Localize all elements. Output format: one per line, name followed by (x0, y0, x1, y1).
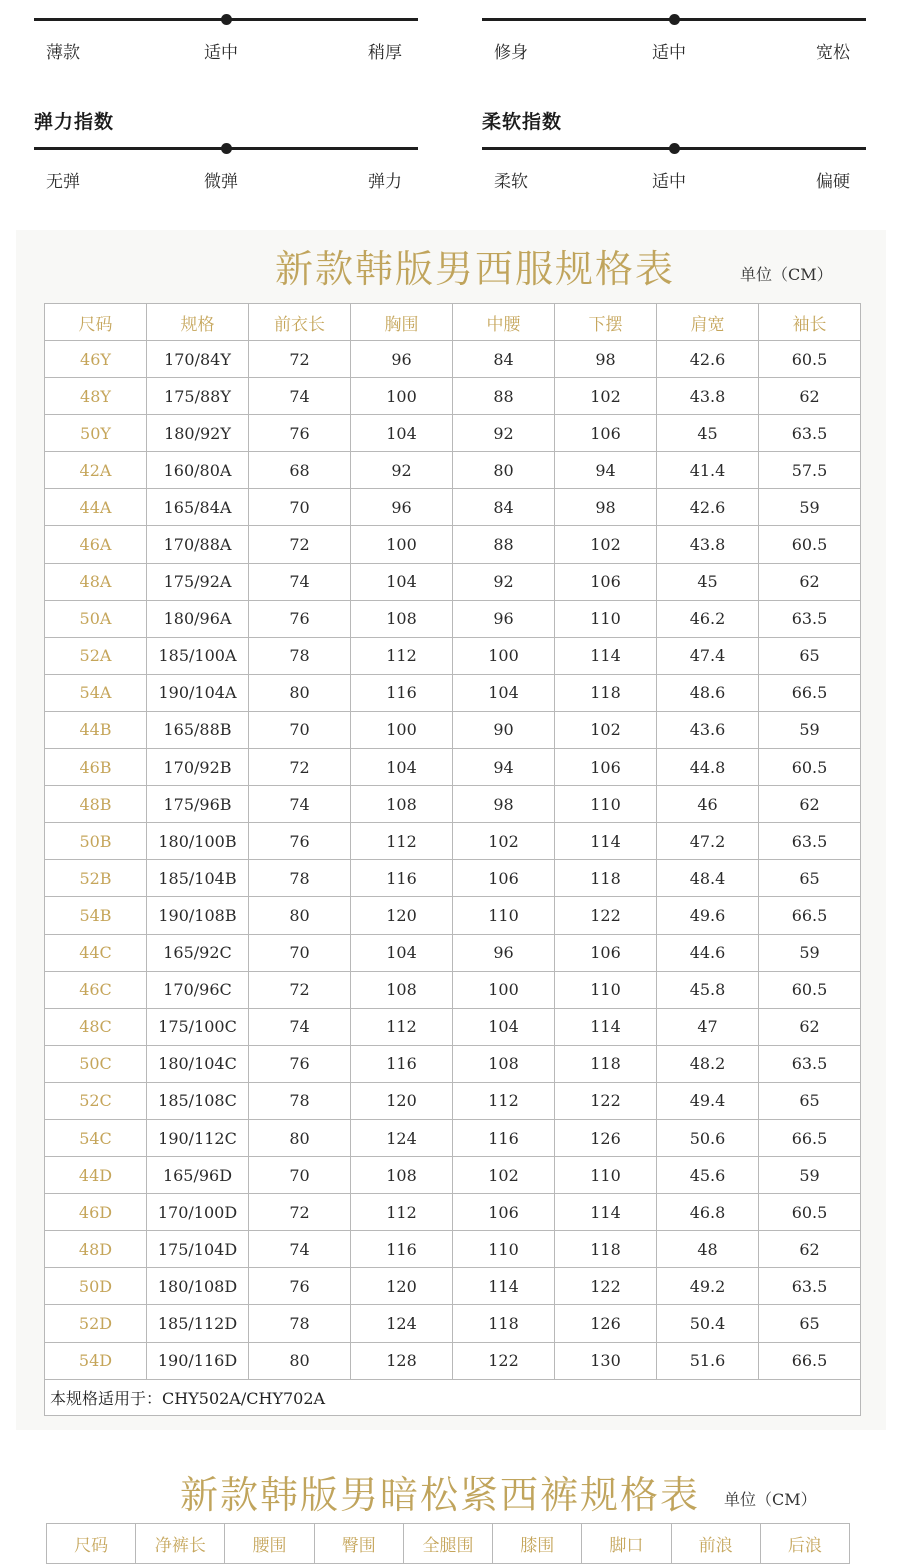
index-marker (669, 143, 680, 154)
table-cell: 118 (555, 1045, 657, 1082)
size-code-cell: 44C (45, 934, 147, 971)
table-cell: 118 (453, 1305, 555, 1342)
size-code-cell: 52A (45, 637, 147, 674)
table-row (45, 786, 861, 823)
table-cell: 114 (555, 637, 657, 674)
table-cell: 80 (249, 1119, 351, 1156)
table-row (45, 526, 861, 563)
size-code-cell: 46B (45, 749, 147, 786)
table-cell: 96 (351, 489, 453, 526)
table-cell: 74 (249, 1008, 351, 1045)
table-cell: 62 (759, 1008, 861, 1045)
table-cell: 118 (555, 674, 657, 711)
table-cell: 116 (351, 1045, 453, 1082)
table-cell: 102 (453, 823, 555, 860)
table-cell: 48.6 (657, 674, 759, 711)
table-cell: 84 (453, 341, 555, 378)
table-cell: 100 (453, 637, 555, 674)
table-cell: 46.8 (657, 1194, 759, 1231)
column-header: 袖长 (759, 304, 861, 341)
column-header: 中腰 (453, 304, 555, 341)
index-label-low: 修身 (494, 43, 528, 63)
table-cell: 102 (555, 378, 657, 415)
column-header: 下摆 (555, 304, 657, 341)
table-cell: 120 (351, 1082, 453, 1119)
table-cell: 65 (759, 637, 861, 674)
table-cell: 104 (453, 1008, 555, 1045)
table-cell: 110 (555, 971, 657, 1008)
table-cell: 60.5 (759, 749, 861, 786)
table-cell: 76 (249, 823, 351, 860)
table-cell: 180/108D (147, 1268, 249, 1305)
table-cell: 74 (249, 786, 351, 823)
table-cell: 165/88B (147, 711, 249, 748)
table-cell: 49.2 (657, 1268, 759, 1305)
index-label-high: 偏硬 (816, 172, 850, 192)
table-cell: 110 (453, 1231, 555, 1268)
table-cell: 126 (555, 1119, 657, 1156)
index-label-high: 宽松 (816, 43, 850, 63)
table-cell: 62 (759, 378, 861, 415)
table-cell: 47.4 (657, 637, 759, 674)
table-row (45, 674, 861, 711)
table-cell: 92 (453, 563, 555, 600)
table-cell: 66.5 (759, 1119, 861, 1156)
table-cell: 74 (249, 563, 351, 600)
table-cell: 78 (249, 1082, 351, 1119)
size-code-cell: 50D (45, 1268, 147, 1305)
index-label-low: 薄款 (46, 43, 80, 63)
column-header: 规格 (147, 304, 249, 341)
table-cell: 60.5 (759, 971, 861, 1008)
table-cell: 180/96A (147, 600, 249, 637)
table-cell: 185/112D (147, 1305, 249, 1342)
size-code-cell: 54B (45, 897, 147, 934)
table-cell: 180/92Y (147, 415, 249, 452)
size-code-cell: 50Y (45, 415, 147, 452)
table-cell: 43.8 (657, 526, 759, 563)
table-cell: 72 (249, 971, 351, 1008)
table-cell: 45 (657, 563, 759, 600)
table-cell: 88 (453, 526, 555, 563)
table-cell: 68 (249, 452, 351, 489)
size-code-cell: 48A (45, 563, 147, 600)
table-cell: 126 (555, 1305, 657, 1342)
table-cell: 118 (555, 860, 657, 897)
table-row (45, 749, 861, 786)
table-row (45, 1342, 861, 1379)
table-cell: 116 (351, 674, 453, 711)
table-cell: 190/108B (147, 897, 249, 934)
column-header: 腰围 (225, 1524, 314, 1564)
size-code-cell: 46Y (45, 341, 147, 378)
table-cell: 130 (555, 1342, 657, 1379)
table-cell: 175/100C (147, 1008, 249, 1045)
table-cell: 76 (249, 415, 351, 452)
table-cell: 76 (249, 1268, 351, 1305)
table-cell: 128 (351, 1342, 453, 1379)
table-cell: 120 (351, 1268, 453, 1305)
table-cell: 80 (249, 674, 351, 711)
table-cell: 74 (249, 1231, 351, 1268)
table-cell: 62 (759, 1231, 861, 1268)
size-code-cell: 44B (45, 711, 147, 748)
table-cell: 47.2 (657, 823, 759, 860)
table-row (45, 452, 861, 489)
column-header: 净裤长 (136, 1524, 225, 1564)
table-cell: 114 (555, 1194, 657, 1231)
table-cell: 80 (249, 1342, 351, 1379)
table-cell: 90 (453, 711, 555, 748)
size-code-cell: 52D (45, 1305, 147, 1342)
table-row (45, 1008, 861, 1045)
table-cell: 43.6 (657, 711, 759, 748)
column-header: 肩宽 (657, 304, 759, 341)
index-label-low: 柔软 (494, 172, 528, 192)
size-code-cell: 52C (45, 1082, 147, 1119)
table-cell: 78 (249, 637, 351, 674)
index-label-mid: 适中 (652, 43, 686, 63)
table-cell: 120 (351, 897, 453, 934)
table-cell: 48.4 (657, 860, 759, 897)
table-cell: 70 (249, 934, 351, 971)
table-cell: 104 (351, 415, 453, 452)
table-cell: 104 (351, 749, 453, 786)
table-cell: 118 (555, 1231, 657, 1268)
suit-table-unit: 单位（CM） (740, 265, 833, 284)
table-cell: 60.5 (759, 341, 861, 378)
table-cell: 100 (453, 971, 555, 1008)
column-header: 膝围 (493, 1524, 582, 1564)
table-cell: 72 (249, 1194, 351, 1231)
table-cell: 45.6 (657, 1157, 759, 1194)
size-code-cell: 46A (45, 526, 147, 563)
table-cell: 49.4 (657, 1082, 759, 1119)
table-row (45, 489, 861, 526)
size-code-cell: 48Y (45, 378, 147, 415)
pants-table-title: 新款韩版男暗松紧西裤规格表 (179, 1473, 700, 1517)
table-row (45, 860, 861, 897)
table-cell: 66.5 (759, 1342, 861, 1379)
table-cell: 110 (555, 786, 657, 823)
table-cell: 102 (555, 526, 657, 563)
table-cell: 108 (351, 786, 453, 823)
table-cell: 72 (249, 749, 351, 786)
table-cell: 45.8 (657, 971, 759, 1008)
index-marker (221, 143, 232, 154)
table-cell: 92 (351, 452, 453, 489)
size-code-cell: 50B (45, 823, 147, 860)
table-row (45, 378, 861, 415)
table-cell: 106 (555, 415, 657, 452)
table-cell: 98 (453, 786, 555, 823)
table-cell: 76 (249, 600, 351, 637)
table-cell: 96 (351, 341, 453, 378)
table-cell: 46.2 (657, 600, 759, 637)
table-cell: 60.5 (759, 526, 861, 563)
table-cell: 175/104D (147, 1231, 249, 1268)
table-cell: 80 (249, 897, 351, 934)
table-cell: 170/100D (147, 1194, 249, 1231)
table-row (45, 600, 861, 637)
table-cell: 70 (249, 1157, 351, 1194)
table-row (45, 637, 861, 674)
table-cell: 175/96B (147, 786, 249, 823)
table-cell: 112 (453, 1082, 555, 1119)
table-row (45, 934, 861, 971)
table-cell: 190/112C (147, 1119, 249, 1156)
column-header: 前衣长 (249, 304, 351, 341)
size-code-cell: 54C (45, 1119, 147, 1156)
table-cell: 180/100B (147, 823, 249, 860)
table-cell: 62 (759, 563, 861, 600)
size-code-cell: 46D (45, 1194, 147, 1231)
table-row (45, 823, 861, 860)
table-cell: 165/84A (147, 489, 249, 526)
table-cell: 88 (453, 378, 555, 415)
index-label-mid: 适中 (204, 43, 238, 63)
table-cell: 78 (249, 1305, 351, 1342)
table-cell: 98 (555, 341, 657, 378)
table-cell: 94 (555, 452, 657, 489)
table-cell: 65 (759, 1305, 861, 1342)
table-cell: 84 (453, 489, 555, 526)
column-header: 臀围 (314, 1524, 403, 1564)
table-cell: 44.8 (657, 749, 759, 786)
size-code-cell: 44D (45, 1157, 147, 1194)
column-header: 前浪 (671, 1524, 760, 1564)
table-cell: 50.6 (657, 1119, 759, 1156)
table-cell: 59 (759, 711, 861, 748)
size-code-cell: 46C (45, 971, 147, 1008)
table-cell: 190/116D (147, 1342, 249, 1379)
table-cell: 116 (351, 1231, 453, 1268)
column-header: 胸围 (351, 304, 453, 341)
table-cell: 43.8 (657, 378, 759, 415)
table-cell: 180/104C (147, 1045, 249, 1082)
table-cell: 165/96D (147, 1157, 249, 1194)
table-cell: 108 (351, 1157, 453, 1194)
size-code-cell: 50A (45, 600, 147, 637)
table-cell: 45 (657, 415, 759, 452)
table-cell: 70 (249, 711, 351, 748)
index-label-low: 无弹 (46, 172, 80, 192)
table-cell: 112 (351, 823, 453, 860)
table-row (45, 563, 861, 600)
size-code-cell: 48C (45, 1008, 147, 1045)
index-label-mid: 微弹 (204, 172, 238, 192)
table-cell: 106 (453, 860, 555, 897)
index-marker (669, 14, 680, 25)
table-cell: 63.5 (759, 1045, 861, 1082)
table-cell: 102 (555, 711, 657, 748)
table-row (45, 1045, 861, 1082)
table-cell: 65 (759, 860, 861, 897)
table-cell: 57.5 (759, 452, 861, 489)
pants-table-unit: 单位（CM） (724, 1490, 817, 1509)
index-label-mid: 适中 (652, 172, 686, 192)
table-cell: 72 (249, 526, 351, 563)
table-cell: 74 (249, 378, 351, 415)
table-cell: 41.4 (657, 452, 759, 489)
table-cell: 72 (249, 341, 351, 378)
table-cell: 116 (453, 1119, 555, 1156)
table-cell: 47 (657, 1008, 759, 1045)
size-code-cell: 42A (45, 452, 147, 489)
table-row (45, 1231, 861, 1268)
table-cell: 110 (555, 600, 657, 637)
table-cell: 59 (759, 1157, 861, 1194)
table-row (45, 971, 861, 1008)
table-row (45, 1082, 861, 1119)
table-cell: 51.6 (657, 1342, 759, 1379)
index-title: 弹力指数 (34, 111, 115, 133)
table-cell: 42.6 (657, 341, 759, 378)
table-cell: 63.5 (759, 600, 861, 637)
table-cell: 175/92A (147, 563, 249, 600)
column-header: 后浪 (760, 1524, 849, 1564)
table-header-row (45, 304, 861, 341)
table-cell: 175/88Y (147, 378, 249, 415)
table-row (45, 1305, 861, 1342)
table-cell: 112 (351, 637, 453, 674)
table-cell: 100 (351, 526, 453, 563)
applicable-models-note: 本规格适用于：CHY502A/CHY702A (45, 1379, 861, 1415)
size-code-cell: 54D (45, 1342, 147, 1379)
table-cell: 112 (351, 1008, 453, 1045)
table-cell: 63.5 (759, 823, 861, 860)
index-marker (221, 14, 232, 25)
table-cell: 122 (555, 897, 657, 934)
table-row (45, 415, 861, 452)
table-cell: 42.6 (657, 489, 759, 526)
table-cell: 96 (453, 600, 555, 637)
table-cell: 46 (657, 786, 759, 823)
table-cell: 66.5 (759, 897, 861, 934)
table-cell: 124 (351, 1305, 453, 1342)
suit-size-table (44, 303, 861, 1416)
table-cell: 170/92B (147, 749, 249, 786)
size-code-cell: 54A (45, 674, 147, 711)
index-label-high: 稍厚 (368, 43, 402, 63)
table-cell: 124 (351, 1119, 453, 1156)
table-cell: 70 (249, 489, 351, 526)
table-cell: 190/104A (147, 674, 249, 711)
size-code-cell: 52B (45, 860, 147, 897)
table-cell: 112 (351, 1194, 453, 1231)
table-cell: 106 (555, 934, 657, 971)
table-cell: 104 (351, 934, 453, 971)
table-cell: 48 (657, 1231, 759, 1268)
size-code-cell: 48D (45, 1231, 147, 1268)
table-cell: 60.5 (759, 1194, 861, 1231)
table-cell: 106 (555, 563, 657, 600)
table-cell: 170/96C (147, 971, 249, 1008)
size-code-cell: 48B (45, 786, 147, 823)
index-title: 柔软指数 (482, 111, 563, 133)
index-label-high: 弹力 (368, 172, 402, 192)
column-header: 尺码 (47, 1524, 136, 1564)
table-cell: 108 (453, 1045, 555, 1082)
table-cell: 108 (351, 971, 453, 1008)
table-cell: 114 (555, 1008, 657, 1045)
table-cell: 108 (351, 600, 453, 637)
table-cell: 92 (453, 415, 555, 452)
table-cell: 106 (555, 749, 657, 786)
table-cell: 76 (249, 1045, 351, 1082)
table-cell: 170/84Y (147, 341, 249, 378)
table-cell: 122 (555, 1082, 657, 1119)
table-row (45, 1157, 861, 1194)
table-cell: 185/104B (147, 860, 249, 897)
table-cell: 48.2 (657, 1045, 759, 1082)
table-cell: 50.4 (657, 1305, 759, 1342)
table-row (45, 897, 861, 934)
column-header: 全腿围 (403, 1524, 492, 1564)
table-cell: 59 (759, 934, 861, 971)
table-cell: 110 (555, 1157, 657, 1194)
size-code-cell: 50C (45, 1045, 147, 1082)
table-row (45, 341, 861, 378)
table-cell: 122 (453, 1342, 555, 1379)
table-row (45, 1194, 861, 1231)
table-row (45, 1119, 861, 1156)
table-cell: 102 (453, 1157, 555, 1194)
table-cell: 160/80A (147, 452, 249, 489)
table-cell: 94 (453, 749, 555, 786)
table-cell: 106 (453, 1194, 555, 1231)
table-cell: 110 (453, 897, 555, 934)
table-row (45, 1268, 861, 1305)
table-cell: 116 (351, 860, 453, 897)
table-cell: 165/92C (147, 934, 249, 971)
suit-table-title: 新款韩版男西服规格表 (274, 247, 675, 291)
table-cell: 96 (453, 934, 555, 971)
table-cell: 104 (351, 563, 453, 600)
table-cell: 63.5 (759, 1268, 861, 1305)
table-cell: 100 (351, 378, 453, 415)
table-cell: 185/108C (147, 1082, 249, 1119)
table-cell: 104 (453, 674, 555, 711)
table-cell: 98 (555, 489, 657, 526)
size-code-cell: 44A (45, 489, 147, 526)
column-header: 尺码 (45, 304, 147, 341)
table-cell: 185/100A (147, 637, 249, 674)
table-cell: 49.6 (657, 897, 759, 934)
table-cell: 170/88A (147, 526, 249, 563)
table-cell: 114 (453, 1268, 555, 1305)
table-cell: 78 (249, 860, 351, 897)
table-cell: 62 (759, 786, 861, 823)
table-cell: 65 (759, 1082, 861, 1119)
table-cell: 122 (555, 1268, 657, 1305)
table-cell: 80 (453, 452, 555, 489)
table-cell: 100 (351, 711, 453, 748)
table-cell: 63.5 (759, 415, 861, 452)
table-row (45, 711, 861, 748)
table-cell: 66.5 (759, 674, 861, 711)
table-cell: 114 (555, 823, 657, 860)
table-cell: 44.6 (657, 934, 759, 971)
table-cell: 59 (759, 489, 861, 526)
column-header: 脚口 (582, 1524, 671, 1564)
